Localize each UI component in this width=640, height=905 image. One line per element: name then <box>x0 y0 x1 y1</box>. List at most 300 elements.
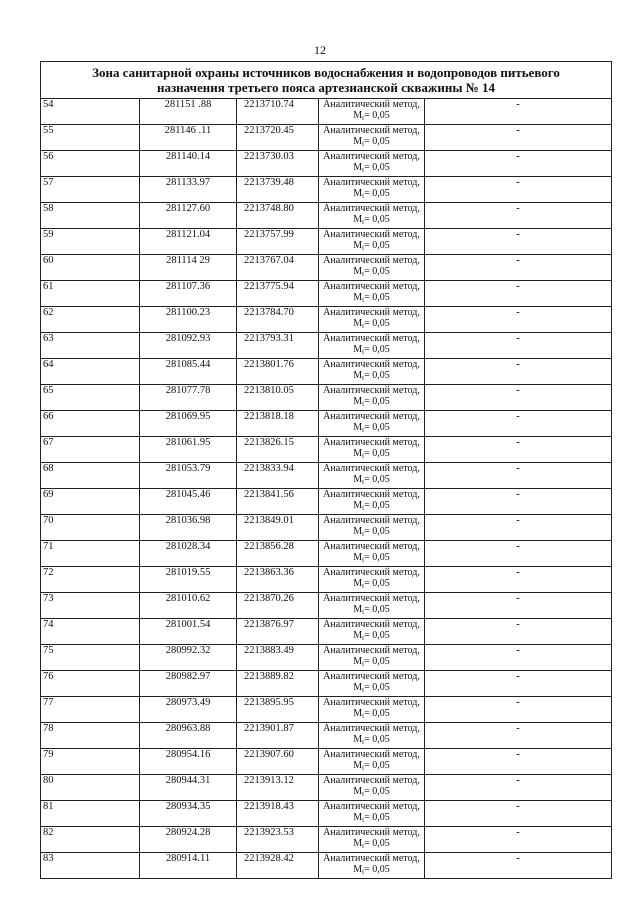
method-label: Аналитический метод, <box>323 671 420 682</box>
x-coordinate-cell: 281036.98 <box>140 515 237 541</box>
note-cell: - <box>425 723 612 749</box>
method-value: = 0,05 <box>364 110 390 121</box>
point-number-cell: 77 <box>41 697 140 723</box>
method-symbol: M <box>353 500 363 511</box>
method-value: = 0,05 <box>364 838 390 849</box>
method-label: Аналитический метод, <box>323 853 420 864</box>
x-coordinate-cell: 281121.04 <box>140 229 237 255</box>
method-label: Аналитический метод, <box>323 281 420 292</box>
method-subscript: t <box>362 400 365 408</box>
note-cell: - <box>425 645 612 671</box>
method-cell <box>319 125 425 151</box>
x-coordinate-cell: 281127.60 <box>140 203 237 229</box>
method-symbol: M <box>353 604 363 615</box>
note-cell: - <box>425 437 612 463</box>
method-value: = 0,05 <box>364 474 390 485</box>
y-coordinate-cell: 2213739.48 <box>237 177 319 203</box>
method-symbol: M <box>353 214 363 225</box>
x-coordinate-cell: 281077.78 <box>140 385 237 411</box>
table-row <box>41 411 612 437</box>
method-value: = 0,05 <box>364 214 390 225</box>
method-cell <box>319 229 425 255</box>
note-cell: - <box>425 567 612 593</box>
method-cell <box>319 177 425 203</box>
method-symbol: M <box>353 838 363 849</box>
table-row <box>41 827 612 853</box>
x-coordinate-cell: 281085.44 <box>140 359 237 385</box>
y-coordinate-cell: 2213918.43 <box>237 801 319 827</box>
x-coordinate-cell: 281140.14 <box>140 151 237 177</box>
method-cell <box>319 853 425 879</box>
point-number-cell: 61 <box>41 281 140 307</box>
method-value: = 0,05 <box>364 682 390 693</box>
note-cell: - <box>425 853 612 879</box>
method-symbol: M <box>353 526 363 537</box>
point-number-cell: 83 <box>41 853 140 879</box>
method-symbol: M <box>353 240 363 251</box>
method-symbol: M <box>353 396 363 407</box>
point-number-cell: 67 <box>41 437 140 463</box>
point-number-cell: 74 <box>41 619 140 645</box>
method-value: = 0,05 <box>364 370 390 381</box>
note-cell: - <box>425 801 612 827</box>
method-label: Аналитический метод, <box>323 437 420 448</box>
note-cell: - <box>425 671 612 697</box>
x-coordinate-cell: 280914.11 <box>140 853 237 879</box>
point-number-cell: 73 <box>41 593 140 619</box>
table-title-line2: назначения третьего пояса артезианской скважины № 14 <box>156 80 496 95</box>
method-cell <box>319 333 425 359</box>
method-value: = 0,05 <box>364 396 390 407</box>
method-cell <box>319 749 425 775</box>
method-symbol: M <box>353 474 363 485</box>
method-symbol: M <box>353 656 363 667</box>
point-number-cell: 58 <box>41 203 140 229</box>
method-symbol: M <box>353 266 363 277</box>
method-value: = 0,05 <box>364 344 390 355</box>
method-value: = 0,05 <box>364 786 390 797</box>
table-body <box>41 99 612 879</box>
method-symbol: M <box>353 682 363 693</box>
note-cell: - <box>425 775 612 801</box>
method-label: Аналитический метод, <box>323 723 420 734</box>
method-cell <box>319 463 425 489</box>
method-label: Аналитический метод, <box>323 229 420 240</box>
method-symbol: M <box>353 292 363 303</box>
y-coordinate-cell: 2213826.15 <box>237 437 319 463</box>
note-cell: - <box>425 749 612 775</box>
y-coordinate-cell: 2213775.94 <box>237 281 319 307</box>
method-value: = 0,05 <box>364 500 390 511</box>
method-symbol: M <box>353 162 363 173</box>
method-value: = 0,05 <box>364 162 390 173</box>
page-number: 12 <box>314 43 326 57</box>
note-cell: - <box>425 281 612 307</box>
note-cell: - <box>425 99 612 125</box>
point-number-cell: 66 <box>41 411 140 437</box>
method-symbol: M <box>353 734 363 745</box>
method-label: Аналитический метод, <box>323 255 420 266</box>
table-title-line1: Зона санитарной охраны источников водоснабжения и водопроводов питьевого <box>92 65 560 80</box>
table-row <box>41 775 612 801</box>
point-number-cell: 64 <box>41 359 140 385</box>
method-cell <box>319 541 425 567</box>
method-label: Аналитический метод, <box>323 515 420 526</box>
method-cell <box>319 359 425 385</box>
y-coordinate-cell: 2213870.26 <box>237 593 319 619</box>
method-cell <box>319 203 425 229</box>
point-number-cell: 82 <box>41 827 140 853</box>
y-coordinate-cell: 2213810.05 <box>237 385 319 411</box>
table-row <box>41 177 612 203</box>
method-label: Аналитический метод, <box>323 567 420 578</box>
method-cell <box>319 307 425 333</box>
table-row <box>41 151 612 177</box>
table-row <box>41 385 612 411</box>
method-label: Аналитический метод, <box>323 619 420 630</box>
x-coordinate-cell: 281100.23 <box>140 307 237 333</box>
point-number-cell: 56 <box>41 151 140 177</box>
method-symbol: M <box>353 136 363 147</box>
note-cell: - <box>425 125 612 151</box>
method-symbol: M <box>353 578 363 589</box>
method-subscript: t <box>362 504 365 512</box>
method-value: = 0,05 <box>364 812 390 823</box>
point-number-cell: 69 <box>41 489 140 515</box>
table-row <box>41 125 612 151</box>
note-cell: - <box>425 489 612 515</box>
note-cell: - <box>425 411 612 437</box>
method-label: Аналитический метод, <box>323 463 420 474</box>
method-cell <box>319 515 425 541</box>
y-coordinate-cell: 2213748.80 <box>237 203 319 229</box>
table-row <box>41 307 612 333</box>
point-number-cell: 60 <box>41 255 140 281</box>
method-subscript: t <box>362 816 365 824</box>
method-label: Аналитический метод, <box>323 307 420 318</box>
method-value: = 0,05 <box>364 604 390 615</box>
method-label: Аналитический метод, <box>323 749 420 760</box>
method-label: Аналитический метод, <box>323 177 420 188</box>
table-row <box>41 697 612 723</box>
x-coordinate-cell: 281053.79 <box>140 463 237 489</box>
table-row <box>41 281 612 307</box>
method-cell <box>319 385 425 411</box>
point-number-cell: 59 <box>41 229 140 255</box>
point-number-cell: 76 <box>41 671 140 697</box>
method-symbol: M <box>353 188 363 199</box>
method-subscript: t <box>362 114 365 122</box>
method-symbol: M <box>353 422 363 433</box>
method-label: Аналитический метод, <box>323 125 420 136</box>
x-coordinate-cell: 281001.54 <box>140 619 237 645</box>
method-subscript: t <box>362 634 365 642</box>
method-cell <box>319 827 425 853</box>
point-number-cell: 78 <box>41 723 140 749</box>
y-coordinate-cell: 2213710.74 <box>237 99 319 125</box>
method-subscript: t <box>362 218 365 226</box>
x-coordinate-cell: 281045.46 <box>140 489 237 515</box>
method-value: = 0,05 <box>364 318 390 329</box>
table-row <box>41 645 612 671</box>
x-coordinate-cell: 281146 .11 <box>140 125 237 151</box>
method-value: = 0,05 <box>364 136 390 147</box>
method-cell <box>319 411 425 437</box>
method-value: = 0,05 <box>364 188 390 199</box>
method-symbol: M <box>353 552 363 563</box>
y-coordinate-cell: 2213849.01 <box>237 515 319 541</box>
method-value: = 0,05 <box>364 734 390 745</box>
table-row <box>41 853 612 879</box>
method-value: = 0,05 <box>364 240 390 251</box>
table-row <box>41 333 612 359</box>
method-symbol: M <box>353 630 363 641</box>
method-subscript: t <box>362 270 365 278</box>
method-cell <box>319 99 425 125</box>
point-number-cell: 71 <box>41 541 140 567</box>
table-row <box>41 203 612 229</box>
method-label: Аналитический метод, <box>323 541 420 552</box>
x-coordinate-cell: 281019.55 <box>140 567 237 593</box>
method-subscript: t <box>362 348 365 356</box>
method-subscript: t <box>362 478 365 486</box>
method-subscript: t <box>362 530 365 538</box>
method-cell <box>319 151 425 177</box>
method-cell <box>319 437 425 463</box>
table-row <box>41 489 612 515</box>
method-subscript: t <box>362 374 365 382</box>
method-cell <box>319 255 425 281</box>
table-row <box>41 541 612 567</box>
method-subscript: t <box>362 712 365 720</box>
table-row <box>41 567 612 593</box>
table-row <box>41 723 612 749</box>
point-number-cell: 81 <box>41 801 140 827</box>
point-number-cell: 80 <box>41 775 140 801</box>
method-label: Аналитический метод, <box>323 827 420 838</box>
method-label: Аналитический метод, <box>323 801 420 812</box>
note-cell: - <box>425 515 612 541</box>
table-row <box>41 229 612 255</box>
method-symbol: M <box>353 344 363 355</box>
method-label: Аналитический метод, <box>323 359 420 370</box>
table-row <box>41 463 612 489</box>
table-row <box>41 515 612 541</box>
x-coordinate-cell: 281069.95 <box>140 411 237 437</box>
method-label: Аналитический метод, <box>323 775 420 786</box>
y-coordinate-cell: 2213889.82 <box>237 671 319 697</box>
y-coordinate-cell: 2213928.42 <box>237 853 319 879</box>
point-number-cell: 70 <box>41 515 140 541</box>
method-value: = 0,05 <box>364 630 390 641</box>
table-row <box>41 255 612 281</box>
note-cell: - <box>425 827 612 853</box>
note-cell: - <box>425 593 612 619</box>
method-value: = 0,05 <box>364 526 390 537</box>
point-number-cell: 62 <box>41 307 140 333</box>
method-value: = 0,05 <box>364 292 390 303</box>
point-number-cell: 54 <box>41 99 140 125</box>
method-subscript: t <box>362 582 365 590</box>
note-cell: - <box>425 463 612 489</box>
method-symbol: M <box>353 760 363 771</box>
table-row <box>41 619 612 645</box>
point-number-cell: 79 <box>41 749 140 775</box>
method-subscript: t <box>362 764 365 772</box>
method-symbol: M <box>353 370 363 381</box>
coordinates-table <box>40 61 612 879</box>
table-row <box>41 437 612 463</box>
y-coordinate-cell: 2213841.56 <box>237 489 319 515</box>
method-cell <box>319 489 425 515</box>
x-coordinate-cell: 281061.95 <box>140 437 237 463</box>
y-coordinate-cell: 2213757.99 <box>237 229 319 255</box>
table-row <box>41 749 612 775</box>
method-value: = 0,05 <box>364 760 390 771</box>
note-cell: - <box>425 333 612 359</box>
method-subscript: t <box>362 296 365 304</box>
table-row <box>41 671 612 697</box>
method-label: Аналитический метод, <box>323 645 420 656</box>
point-number-cell: 65 <box>41 385 140 411</box>
x-coordinate-cell: 281010.62 <box>140 593 237 619</box>
method-subscript: t <box>362 244 365 252</box>
method-symbol: M <box>353 708 363 719</box>
method-cell <box>319 775 425 801</box>
y-coordinate-cell: 2213907.60 <box>237 749 319 775</box>
y-coordinate-cell: 2213720.45 <box>237 125 319 151</box>
point-number-cell: 72 <box>41 567 140 593</box>
y-coordinate-cell: 2213901.87 <box>237 723 319 749</box>
method-symbol: M <box>353 318 363 329</box>
note-cell: - <box>425 229 612 255</box>
table-title-row <box>41 62 612 99</box>
y-coordinate-cell: 2213784.70 <box>237 307 319 333</box>
method-cell <box>319 567 425 593</box>
method-value: = 0,05 <box>364 422 390 433</box>
y-coordinate-cell: 2213730.03 <box>237 151 319 177</box>
y-coordinate-cell: 2213818.18 <box>237 411 319 437</box>
x-coordinate-cell: 280963.88 <box>140 723 237 749</box>
table-row <box>41 593 612 619</box>
method-symbol: M <box>353 812 363 823</box>
method-subscript: t <box>362 322 365 330</box>
method-label: Аналитический метод, <box>323 593 420 604</box>
table-row <box>41 801 612 827</box>
y-coordinate-cell: 2213793.31 <box>237 333 319 359</box>
note-cell: - <box>425 203 612 229</box>
method-symbol: M <box>353 786 363 797</box>
method-subscript: t <box>362 686 365 694</box>
method-label: Аналитический метод, <box>323 385 420 396</box>
method-value: = 0,05 <box>364 708 390 719</box>
method-subscript: t <box>362 166 365 174</box>
note-cell: - <box>425 541 612 567</box>
method-subscript: t <box>362 192 365 200</box>
x-coordinate-cell: 280954.16 <box>140 749 237 775</box>
point-number-cell: 55 <box>41 125 140 151</box>
point-number-cell: 75 <box>41 645 140 671</box>
method-cell <box>319 671 425 697</box>
method-cell <box>319 645 425 671</box>
x-coordinate-cell: 280944.31 <box>140 775 237 801</box>
method-subscript: t <box>362 660 365 668</box>
method-subscript: t <box>362 738 365 746</box>
note-cell: - <box>425 385 612 411</box>
x-coordinate-cell: 281107.36 <box>140 281 237 307</box>
method-value: = 0,05 <box>364 578 390 589</box>
table-row <box>41 359 612 385</box>
x-coordinate-cell: 281114 29 <box>140 255 237 281</box>
y-coordinate-cell: 2213876.97 <box>237 619 319 645</box>
method-cell <box>319 281 425 307</box>
x-coordinate-cell: 281133.97 <box>140 177 237 203</box>
method-subscript: t <box>362 452 365 460</box>
method-cell <box>319 723 425 749</box>
method-label: Аналитический метод, <box>323 99 420 110</box>
note-cell: - <box>425 697 612 723</box>
method-symbol: M <box>353 110 363 121</box>
method-symbol: M <box>353 864 363 875</box>
y-coordinate-cell: 2213913.12 <box>237 775 319 801</box>
method-label: Аналитический метод, <box>323 697 420 708</box>
point-number-cell: 68 <box>41 463 140 489</box>
method-value: = 0,05 <box>364 552 390 563</box>
note-cell: - <box>425 307 612 333</box>
method-label: Аналитический метод, <box>323 489 420 500</box>
note-cell: - <box>425 619 612 645</box>
x-coordinate-cell: 281028.34 <box>140 541 237 567</box>
method-value: = 0,05 <box>364 864 390 875</box>
method-cell <box>319 801 425 827</box>
point-number-cell: 63 <box>41 333 140 359</box>
method-cell <box>319 593 425 619</box>
note-cell: - <box>425 151 612 177</box>
method-subscript: t <box>362 790 365 798</box>
y-coordinate-cell: 2213895.95 <box>237 697 319 723</box>
method-label: Аналитический метод, <box>323 411 420 422</box>
y-coordinate-cell: 2213833.94 <box>237 463 319 489</box>
y-coordinate-cell: 2213863.36 <box>237 567 319 593</box>
x-coordinate-cell: 281092.93 <box>140 333 237 359</box>
x-coordinate-cell: 280924.28 <box>140 827 237 853</box>
method-subscript: t <box>362 608 365 616</box>
y-coordinate-cell: 2213767.04 <box>237 255 319 281</box>
x-coordinate-cell: 280992.32 <box>140 645 237 671</box>
method-label: Аналитический метод, <box>323 333 420 344</box>
note-cell: - <box>425 255 612 281</box>
method-subscript: t <box>362 140 365 148</box>
note-cell: - <box>425 177 612 203</box>
method-value: = 0,05 <box>364 448 390 459</box>
point-number-cell: 57 <box>41 177 140 203</box>
x-coordinate-cell: 280934.35 <box>140 801 237 827</box>
y-coordinate-cell: 2213923.53 <box>237 827 319 853</box>
note-cell: - <box>425 359 612 385</box>
method-cell <box>319 619 425 645</box>
method-value: = 0,05 <box>364 266 390 277</box>
y-coordinate-cell: 2213856.28 <box>237 541 319 567</box>
x-coordinate-cell: 280973.49 <box>140 697 237 723</box>
method-subscript: t <box>362 842 365 850</box>
method-symbol: M <box>353 448 363 459</box>
table-row <box>41 99 612 125</box>
method-label: Аналитический метод, <box>323 203 420 214</box>
method-subscript: t <box>362 868 365 876</box>
x-coordinate-cell: 280982.97 <box>140 671 237 697</box>
method-value: = 0,05 <box>364 656 390 667</box>
method-label: Аналитический метод, <box>323 151 420 162</box>
